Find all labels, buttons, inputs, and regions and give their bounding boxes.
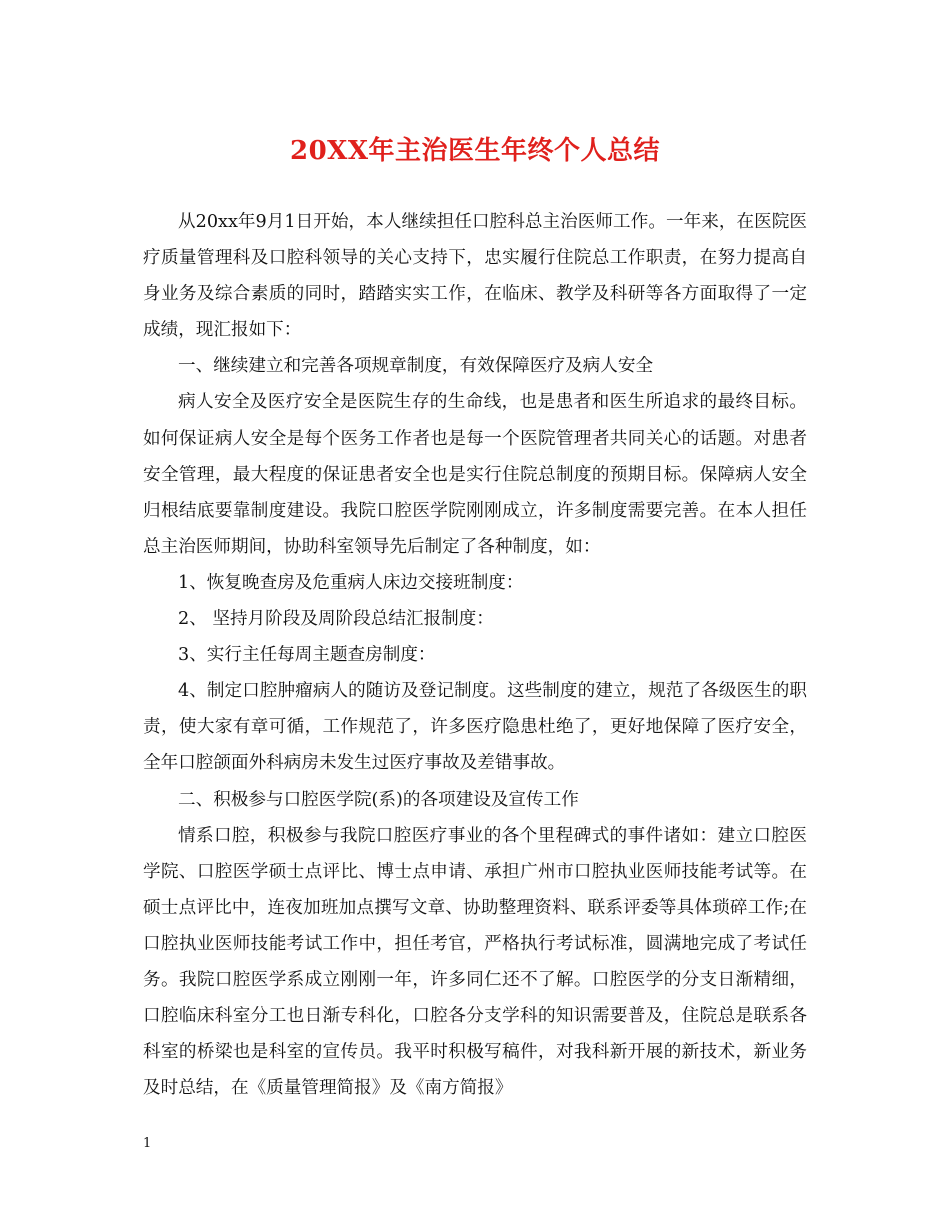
- paragraph-construction: 情系口腔，积极参与我院口腔医疗事业的各个里程碑式的事件诸如：建立口腔医学院、口腔医学硕士点评比、博士点申请、承担广州市口腔执业医师技能考试等。在硕士点评比中，连夜加班加点撰写文章、协助整理资料、联系评委等具体琐碎工作;在口腔执业医师技能考试工作中，担任考官，严格执行考试标准，圆满地完成了考试任务。我院口腔医学系成立刚刚一年，许多同仁还不了解。口腔医学的分支日渐精细，口腔临床科室分工也日渐专科化，口腔各分支学科的知识需要普及，住院总是联系各科室的桥梁也是科室的宣传员。我平时积极写稿件，对我科新开展的新技术，新业务及时总结，在《质量管理简报》及《南方简报》: [143, 825, 807, 1099]
- paragraph-safety: 病人安全及医疗安全是医院生存的生命线，也是患者和医生所追求的最终目标。如何保证病人安全是每个医务工作者也是每一个医院管理者共同关心的话题。对患者安全管理，最大程度的保证患者安全也是实行住院总制度的预期目标。保障病人安全归根结底要靠制度建设。我院口腔医学院刚刚成立，许多制度需要完善。在本人担任总主治医师期间，协助科室领导先后制定了各种制度，如：: [143, 392, 807, 557]
- section-heading-2: 二、积极参与口腔医学院(系)的各项建设及宣传工作: [178, 789, 579, 810]
- list-item-1: 1、恢复晚查房及危重病人床边交接班制度：: [178, 572, 524, 593]
- page-number: 1: [143, 1136, 152, 1151]
- paragraph-intro: 从20xx年9月1日开始，本人继续担任口腔科总主治医师工作。一年来，在医院医疗质量管理科及口腔科领导的关心支持下，忠实履行住院总工作职责，在努力提高自身业务及综合素质的同时，踏踏实实工作，在临床、教学及科研等各方面取得了一定成绩，现汇报如下：: [143, 212, 807, 341]
- section-heading-1: 一、继续建立和完善各项规章制度，有效保障医疗及病人安全: [178, 356, 654, 377]
- list-item-3: 3、实行主任每周主题查房制度：: [178, 645, 436, 666]
- list-item-2: 2、 坚持月阶段及周阶段总结汇报制度：: [178, 609, 494, 630]
- document-body: [143, 204, 807, 1106]
- list-item-4: 4、制定口腔肿瘤病人的随访及登记制度。这些制度的建立，规范了各级医生的职责，使大家有章可循，工作规范了，许多医疗隐患杜绝了，更好地保障了医疗安全，全年口腔颌面外科病房未发生过医疗事故及差错事故。: [143, 681, 807, 774]
- document-title: 20XX年主治医生年终个人总结: [289, 136, 661, 166]
